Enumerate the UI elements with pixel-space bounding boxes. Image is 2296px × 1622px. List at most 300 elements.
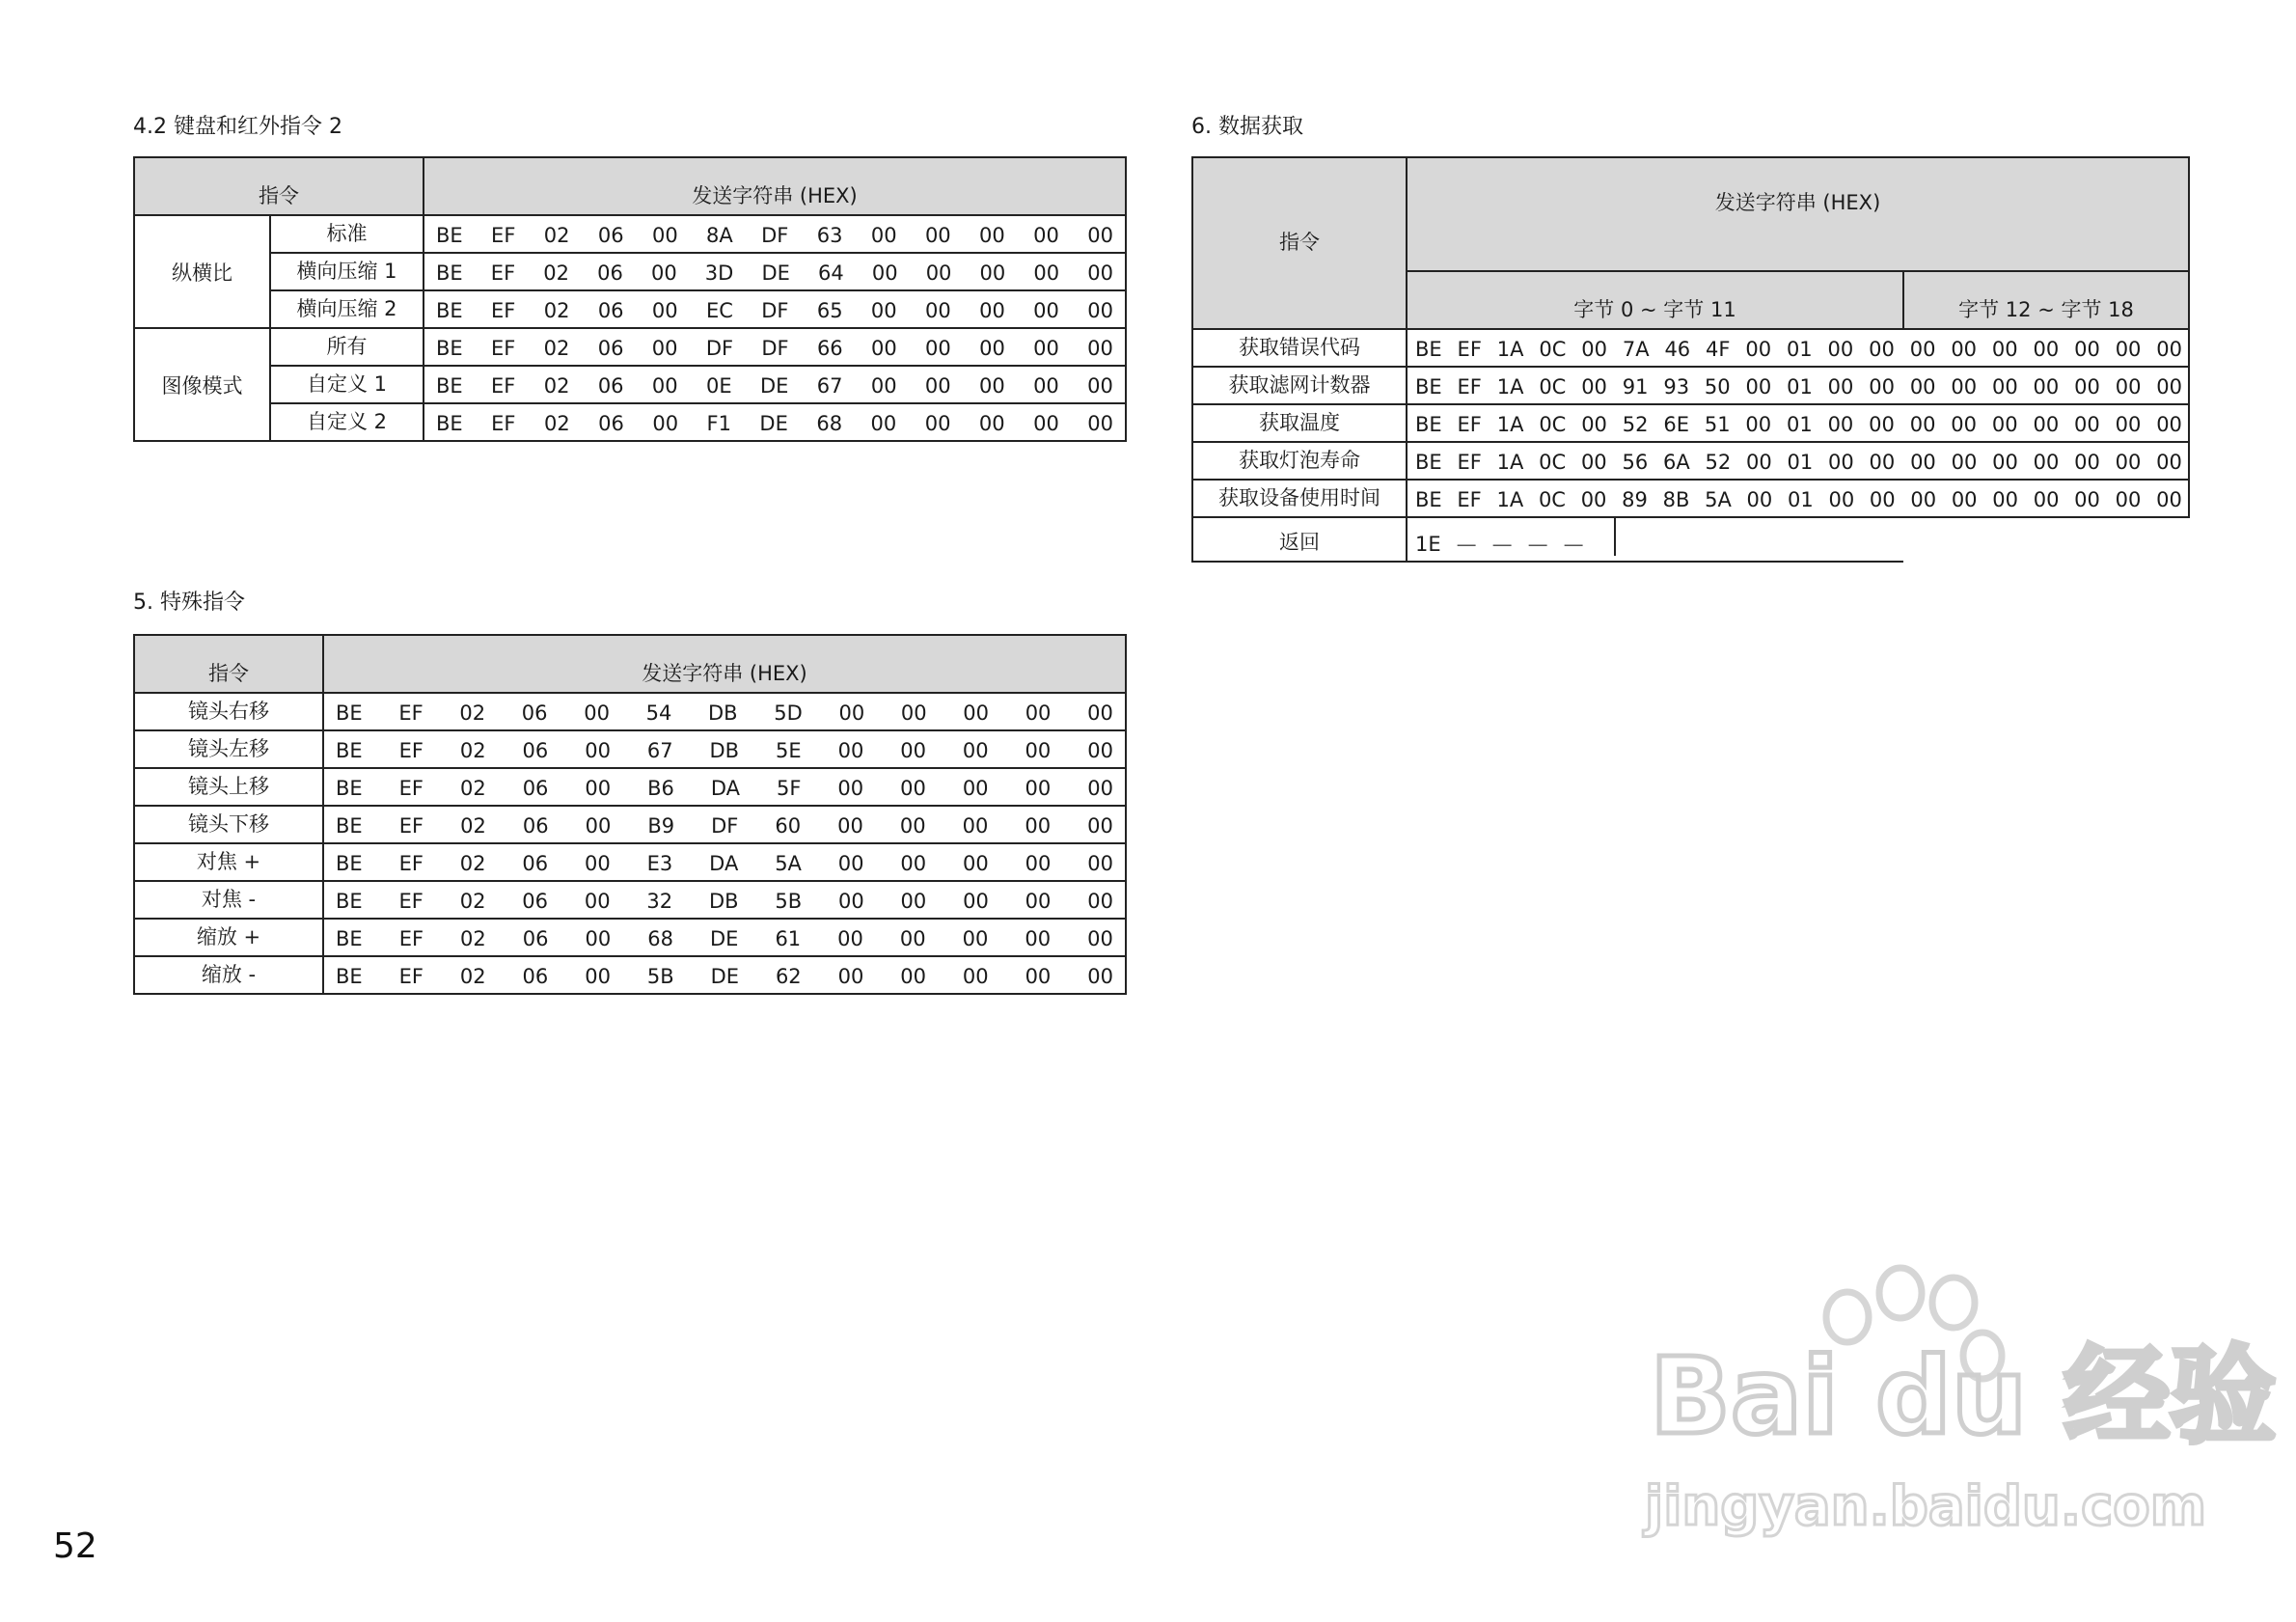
hex-byte: 00 xyxy=(1745,413,1772,436)
hex-byte: 5B xyxy=(775,890,803,913)
hex-byte: 06 xyxy=(522,777,549,800)
header-hex: 发送字符串 (HEX) xyxy=(323,635,1126,693)
hex-byte: 06 xyxy=(521,701,548,725)
hex-byte: DA xyxy=(710,777,741,800)
command-label: 自定义 2 xyxy=(270,403,424,441)
hex-byte: 00 xyxy=(900,777,926,800)
hex-byte: BE xyxy=(336,890,363,913)
hex-byte: 00 xyxy=(1087,224,1113,247)
watermark-url: jingyan.baidu.com xyxy=(1645,1475,2207,1538)
hex-byte: 66 xyxy=(816,337,843,360)
hex-byte: 01 xyxy=(1787,451,1814,474)
hex-byte: 5A xyxy=(1705,488,1732,511)
hex-byte: 54 xyxy=(645,701,672,725)
hex-byte: BE xyxy=(1415,375,1442,399)
hex-byte: BE xyxy=(436,299,463,322)
hex-byte: 00 xyxy=(2156,488,2182,511)
hex-byte: 00 xyxy=(1087,814,1113,838)
hex-byte: BE xyxy=(436,412,463,435)
hex-byte: 01 xyxy=(1786,413,1813,436)
hex-byte: 00 xyxy=(924,374,951,398)
hex-byte: DF xyxy=(761,337,789,360)
hex-byte: EF xyxy=(1457,375,1482,399)
table-row xyxy=(1192,442,2189,480)
hex-string xyxy=(323,843,1126,881)
hex-byte: 00 xyxy=(1087,890,1113,913)
hex-byte: 32 xyxy=(646,890,673,913)
hex-byte: 00 xyxy=(1025,814,1052,838)
hex-byte: BE xyxy=(336,701,363,725)
hex-byte: 00 xyxy=(1869,488,1896,511)
hex-byte: 00 xyxy=(1827,375,1854,399)
paw-toe-icon xyxy=(1932,1278,1975,1328)
hex-byte: 00 xyxy=(2033,488,2060,511)
hex-byte: 02 xyxy=(460,814,486,838)
hex-byte: 0C xyxy=(1539,375,1567,399)
table-row xyxy=(134,956,1126,994)
hex-byte: 00 xyxy=(962,965,989,988)
hex-byte: 00 xyxy=(1033,224,1059,247)
hex-byte: 02 xyxy=(459,777,486,800)
command-label: 获取温度 xyxy=(1192,404,1407,442)
hex-string xyxy=(323,693,1126,730)
hex-byte: EC xyxy=(705,299,733,322)
hex-byte: BE xyxy=(336,852,363,875)
hex-byte: 00 xyxy=(1033,337,1059,360)
baidu-jingyan-watermark xyxy=(1630,1264,2277,1553)
hex-string xyxy=(1407,442,2189,480)
table-row xyxy=(134,693,1126,730)
hex-byte: 00 xyxy=(651,224,678,247)
hex-byte: 00 xyxy=(585,739,611,762)
hex-byte: BE xyxy=(436,374,463,398)
hex-byte: 00 xyxy=(584,701,610,725)
hex-byte: BE xyxy=(1415,451,1442,474)
hex-string xyxy=(323,730,1126,768)
command-label: 镜头上移 xyxy=(134,768,323,806)
hex-byte: 00 xyxy=(1828,451,1854,474)
return-dash: — xyxy=(1527,533,1548,556)
hex-byte: 00 xyxy=(978,374,1005,398)
hex-byte: 00 xyxy=(962,777,989,800)
return-dash: — xyxy=(1563,533,1584,556)
header-command: 指令 xyxy=(1192,157,1407,329)
hex-byte: 00 xyxy=(962,927,989,950)
hex-byte: EF xyxy=(490,261,516,285)
hex-byte: 00 xyxy=(1025,701,1052,725)
hex-byte: 00 xyxy=(1951,338,1978,361)
hex-byte: DE xyxy=(761,261,790,285)
hex-byte: 00 xyxy=(2074,451,2100,474)
command-label: 横向压缩 2 xyxy=(270,290,424,328)
table-row xyxy=(1192,329,2189,367)
hex-byte: 00 xyxy=(1827,338,1854,361)
hex-byte: 02 xyxy=(459,701,486,725)
table-row xyxy=(134,730,1126,768)
hex-byte: 52 xyxy=(1622,413,1649,436)
table-row xyxy=(134,215,1126,253)
hex-byte: DE xyxy=(759,374,789,398)
return-dash: — xyxy=(1491,533,1513,556)
hex-byte: 00 xyxy=(1951,413,1978,436)
hex-byte: 00 xyxy=(1910,488,1937,511)
hex-byte: 00 xyxy=(837,777,864,800)
hex-string xyxy=(1407,367,2189,404)
hex-string xyxy=(424,290,1126,328)
hex-byte: 00 xyxy=(1745,338,1772,361)
hex-byte: 00 xyxy=(2115,488,2142,511)
hex-byte: EF xyxy=(491,337,516,360)
hex-byte: E3 xyxy=(646,852,673,875)
hex-byte: 06 xyxy=(522,814,549,838)
hex-string xyxy=(1407,480,2189,517)
command-label: 缩放 + xyxy=(134,919,323,956)
hex-byte: 8B xyxy=(1662,488,1690,511)
section-a-title: 4.2 键盘和红外指令 2 xyxy=(133,115,342,139)
hex-byte: 06 xyxy=(597,224,624,247)
hex-byte: 68 xyxy=(647,927,673,950)
hex-byte: 06 xyxy=(598,412,624,435)
hex-byte: EF xyxy=(491,299,516,322)
hex-byte: 02 xyxy=(459,965,486,988)
hex-byte: 56 xyxy=(1622,451,1649,474)
hex-byte: 00 xyxy=(870,299,897,322)
hex-byte: 00 xyxy=(1033,299,1059,322)
hex-byte: EF xyxy=(398,814,424,838)
hex-byte: 00 xyxy=(1869,375,1895,399)
command-label: 缩放 - xyxy=(134,956,323,994)
hex-byte: 64 xyxy=(818,261,844,285)
hex-byte: 00 xyxy=(837,852,864,875)
hex-byte: 00 xyxy=(2074,375,2100,399)
hex-byte: 00 xyxy=(899,814,926,838)
table-row xyxy=(134,290,1126,328)
hex-byte: 00 xyxy=(1828,488,1855,511)
hex-byte: 6E xyxy=(1663,413,1689,436)
hex-byte: 06 xyxy=(597,261,623,285)
hex-byte: 00 xyxy=(870,337,897,360)
hex-byte: 00 xyxy=(1581,413,1607,436)
hex-byte: BE xyxy=(1415,338,1442,361)
hex-byte: 00 xyxy=(584,890,611,913)
hex-byte: 00 xyxy=(1991,413,2018,436)
hex-byte: DF xyxy=(761,224,789,247)
header-command: 指令 xyxy=(134,157,424,215)
return-byte: 1E xyxy=(1415,533,1441,556)
hex-byte: 4F xyxy=(1706,338,1731,361)
table-row xyxy=(134,768,1126,806)
hex-byte: 5B xyxy=(646,965,674,988)
hex-string xyxy=(323,956,1126,994)
hex-byte: 06 xyxy=(522,890,548,913)
hex-byte: 00 xyxy=(1025,777,1052,800)
hex-byte: 00 xyxy=(1087,374,1113,398)
hex-string xyxy=(323,919,1126,956)
hex-byte: 02 xyxy=(543,224,570,247)
hex-byte: EF xyxy=(491,412,516,435)
hex-byte: 00 xyxy=(925,337,951,360)
hex-byte: 52 xyxy=(1705,451,1732,474)
command-label: 自定义 1 xyxy=(270,366,424,403)
hex-byte: 5E xyxy=(776,739,802,762)
hex-byte: 01 xyxy=(1786,338,1813,361)
hex-byte: 06 xyxy=(522,927,549,950)
return-row xyxy=(1192,517,2189,562)
command-label: 所有 xyxy=(270,328,424,366)
hex-byte: 1A xyxy=(1496,375,1524,399)
hex-byte: 7A xyxy=(1622,338,1650,361)
hex-byte: 1A xyxy=(1496,451,1524,474)
hex-string xyxy=(323,768,1126,806)
hex-byte: 00 xyxy=(838,701,865,725)
hex-byte: 00 xyxy=(837,814,863,838)
hex-byte: 00 xyxy=(1992,488,2018,511)
hex-byte: 00 xyxy=(1869,451,1896,474)
hex-byte: 00 xyxy=(1869,413,1895,436)
table-row xyxy=(1192,480,2189,517)
hex-byte: 00 xyxy=(924,412,951,435)
hex-byte: BE xyxy=(336,927,363,950)
hex-byte: 00 xyxy=(1033,412,1059,435)
hex-byte: 0E xyxy=(705,374,732,398)
hex-byte: 00 xyxy=(2156,375,2183,399)
data-acquisition-table xyxy=(1191,156,2190,563)
hex-byte: 00 xyxy=(1087,412,1113,435)
hex-byte: 00 xyxy=(2033,338,2060,361)
hex-byte: 02 xyxy=(459,739,486,762)
section-b-title: 5. 特殊指令 xyxy=(133,591,245,615)
hex-byte: EF xyxy=(1457,413,1482,436)
hex-string xyxy=(1407,404,2189,442)
command-label: 获取设备使用时间 xyxy=(1192,480,1407,517)
hex-byte: 00 xyxy=(651,374,678,398)
keyboard-ir-command-table xyxy=(133,156,1127,442)
hex-byte: 00 xyxy=(1025,965,1052,988)
hex-byte: 0C xyxy=(1539,451,1567,474)
hex-byte: BE xyxy=(436,224,463,247)
hex-byte: DF xyxy=(711,814,739,838)
hex-byte: 91 xyxy=(1622,375,1649,399)
hex-byte: 63 xyxy=(816,224,843,247)
special-command-table xyxy=(133,634,1127,995)
hex-byte: 1A xyxy=(1496,413,1524,436)
hex-byte: DE xyxy=(709,927,739,950)
hex-string xyxy=(424,253,1126,290)
hex-byte: DB xyxy=(709,739,740,762)
hex-byte: DF xyxy=(705,337,734,360)
hex-byte: 00 xyxy=(1909,338,1936,361)
hex-byte: 01 xyxy=(1787,375,1813,399)
hex-byte: 65 xyxy=(816,299,843,322)
hex-byte: 02 xyxy=(543,374,570,398)
hex-byte: 00 xyxy=(979,224,1005,247)
hex-byte: 00 xyxy=(1910,451,1936,474)
hex-byte: 00 xyxy=(900,965,926,988)
hex-byte: 00 xyxy=(1580,451,1607,474)
hex-byte: 00 xyxy=(962,814,989,838)
table-row xyxy=(1192,367,2189,404)
hex-byte: 00 xyxy=(1087,701,1113,725)
hex-byte: 02 xyxy=(460,927,486,950)
hex-byte: 00 xyxy=(837,965,864,988)
group-label: 纵横比 xyxy=(134,215,270,328)
command-label: 获取错误代码 xyxy=(1192,329,1407,367)
hex-byte: 00 xyxy=(925,299,951,322)
hex-byte: 00 xyxy=(1951,451,1978,474)
hex-byte: 02 xyxy=(459,852,486,875)
header-command: 指令 xyxy=(134,635,323,693)
hex-byte: 00 xyxy=(871,261,898,285)
header-bytes-0-11: 字节 0 ~ 字节 11 xyxy=(1407,271,1903,329)
empty-cell xyxy=(1903,517,2189,562)
hex-byte: 00 xyxy=(650,261,677,285)
table-row xyxy=(134,328,1126,366)
hex-byte: 00 xyxy=(925,261,952,285)
hex-byte: 67 xyxy=(816,374,843,398)
hex-byte: 00 xyxy=(585,965,611,988)
hex-byte: 00 xyxy=(585,814,612,838)
hex-byte: 00 xyxy=(900,739,926,762)
hex-byte: EF xyxy=(398,739,424,762)
hex-byte: 00 xyxy=(1951,488,1978,511)
hex-byte: 00 xyxy=(2033,413,2060,436)
hex-byte: DE xyxy=(759,412,788,435)
hex-byte: 0C xyxy=(1538,488,1566,511)
watermark-brand: Bai du 经验 xyxy=(1650,1334,2277,1458)
hex-byte: 00 xyxy=(585,852,611,875)
hex-byte: DB xyxy=(708,890,739,913)
hex-byte: 00 xyxy=(585,777,612,800)
hex-byte: 00 xyxy=(1087,299,1113,322)
hex-byte: 00 xyxy=(1746,451,1772,474)
group-label: 图像模式 xyxy=(134,328,270,441)
hex-byte: DF xyxy=(761,299,789,322)
hex-byte: BE xyxy=(336,965,363,988)
command-label: 镜头右移 xyxy=(134,693,323,730)
hex-byte: BE xyxy=(436,261,463,285)
hex-byte: 0C xyxy=(1539,413,1567,436)
command-label: 横向压缩 1 xyxy=(270,253,424,290)
hex-byte: 00 xyxy=(651,299,678,322)
header-bytes-12-18: 字节 12 ~ 字节 18 xyxy=(1903,271,2189,329)
hex-byte: 93 xyxy=(1663,375,1690,399)
hex-string xyxy=(424,366,1126,403)
hex-byte: 00 xyxy=(2156,413,2182,436)
hex-byte: 00 xyxy=(1581,338,1607,361)
hex-byte: BE xyxy=(336,814,363,838)
hex-byte: EF xyxy=(1457,451,1482,474)
hex-byte: EF xyxy=(1457,488,1482,511)
hex-byte: 00 xyxy=(837,890,864,913)
hex-byte: EF xyxy=(398,965,424,988)
hex-byte: EF xyxy=(1457,338,1482,361)
hex-byte: 6A xyxy=(1662,451,1690,474)
hex-byte: 06 xyxy=(597,337,624,360)
hex-byte: 00 xyxy=(1087,852,1113,875)
hex-byte: B6 xyxy=(647,777,674,800)
hex-byte: 00 xyxy=(1909,375,1936,399)
hex-byte: 00 xyxy=(899,927,926,950)
hex-byte: DB xyxy=(708,701,738,725)
hex-byte: 06 xyxy=(522,965,549,988)
hex-string xyxy=(424,215,1126,253)
hex-byte: B9 xyxy=(647,814,675,838)
hex-byte: 00 xyxy=(870,224,897,247)
hex-byte: 5A xyxy=(775,852,802,875)
section-c-title: 6. 数据获取 xyxy=(1191,115,1303,139)
hex-byte: EF xyxy=(398,777,424,800)
hex-byte: 5F xyxy=(776,777,802,800)
hex-byte: 00 xyxy=(1746,488,1773,511)
hex-byte: 02 xyxy=(459,890,486,913)
hex-byte: 00 xyxy=(837,739,864,762)
hex-byte: 00 xyxy=(870,374,897,398)
hex-byte: EF xyxy=(491,224,516,247)
hex-byte: 89 xyxy=(1622,488,1648,511)
hex-byte: 00 xyxy=(1991,338,2018,361)
table-row xyxy=(134,366,1126,403)
hex-byte: 00 xyxy=(2115,375,2142,399)
hex-byte: 00 xyxy=(1087,927,1113,950)
hex-byte: 00 xyxy=(1025,739,1052,762)
command-label: 对焦 + xyxy=(134,843,323,881)
hex-byte: 00 xyxy=(1580,488,1607,511)
hex-byte: 00 xyxy=(924,224,951,247)
hex-byte: EF xyxy=(398,890,424,913)
table-row xyxy=(134,806,1126,843)
hex-byte: 1A xyxy=(1496,338,1524,361)
hex-byte: 00 xyxy=(1087,965,1113,988)
hex-string xyxy=(323,881,1126,919)
hex-byte: 00 xyxy=(1025,890,1052,913)
table-row xyxy=(1192,404,2189,442)
hex-byte: 00 xyxy=(1992,451,2018,474)
hex-byte: 00 xyxy=(651,337,678,360)
hex-byte: 00 xyxy=(900,852,927,875)
command-label: 获取灯泡寿命 xyxy=(1192,442,1407,480)
hex-string xyxy=(424,403,1126,441)
table-row xyxy=(134,843,1126,881)
hex-byte: 00 xyxy=(979,337,1005,360)
hex-byte: 3D xyxy=(704,261,734,285)
command-label: 对焦 - xyxy=(134,881,323,919)
header-hex: 发送字符串 (HEX) xyxy=(1407,157,2189,271)
hex-byte: 1A xyxy=(1496,488,1524,511)
hex-byte: BE xyxy=(336,739,363,762)
table-row xyxy=(134,253,1126,290)
hex-byte: BE xyxy=(336,777,363,800)
hex-byte: 00 xyxy=(979,261,1006,285)
hex-byte: 06 xyxy=(597,299,624,322)
paw-toe-icon xyxy=(1879,1268,1922,1318)
hex-byte: DA xyxy=(709,852,739,875)
hex-byte: 02 xyxy=(543,412,570,435)
hex-string xyxy=(323,806,1126,843)
hex-byte: 00 xyxy=(2074,338,2100,361)
hex-byte: BE xyxy=(1415,413,1442,436)
hex-byte: BE xyxy=(1415,488,1442,511)
hex-byte: 00 xyxy=(2115,413,2142,436)
table-row xyxy=(134,403,1126,441)
hex-byte: 00 xyxy=(1991,375,2018,399)
hex-byte: 00 xyxy=(2156,338,2183,361)
hex-byte: 00 xyxy=(963,890,989,913)
hex-byte: 67 xyxy=(646,739,673,762)
hex-byte: 00 xyxy=(2115,338,2142,361)
hex-byte: 06 xyxy=(597,374,624,398)
hex-byte: 68 xyxy=(816,412,843,435)
hex-byte: 00 xyxy=(2115,451,2142,474)
